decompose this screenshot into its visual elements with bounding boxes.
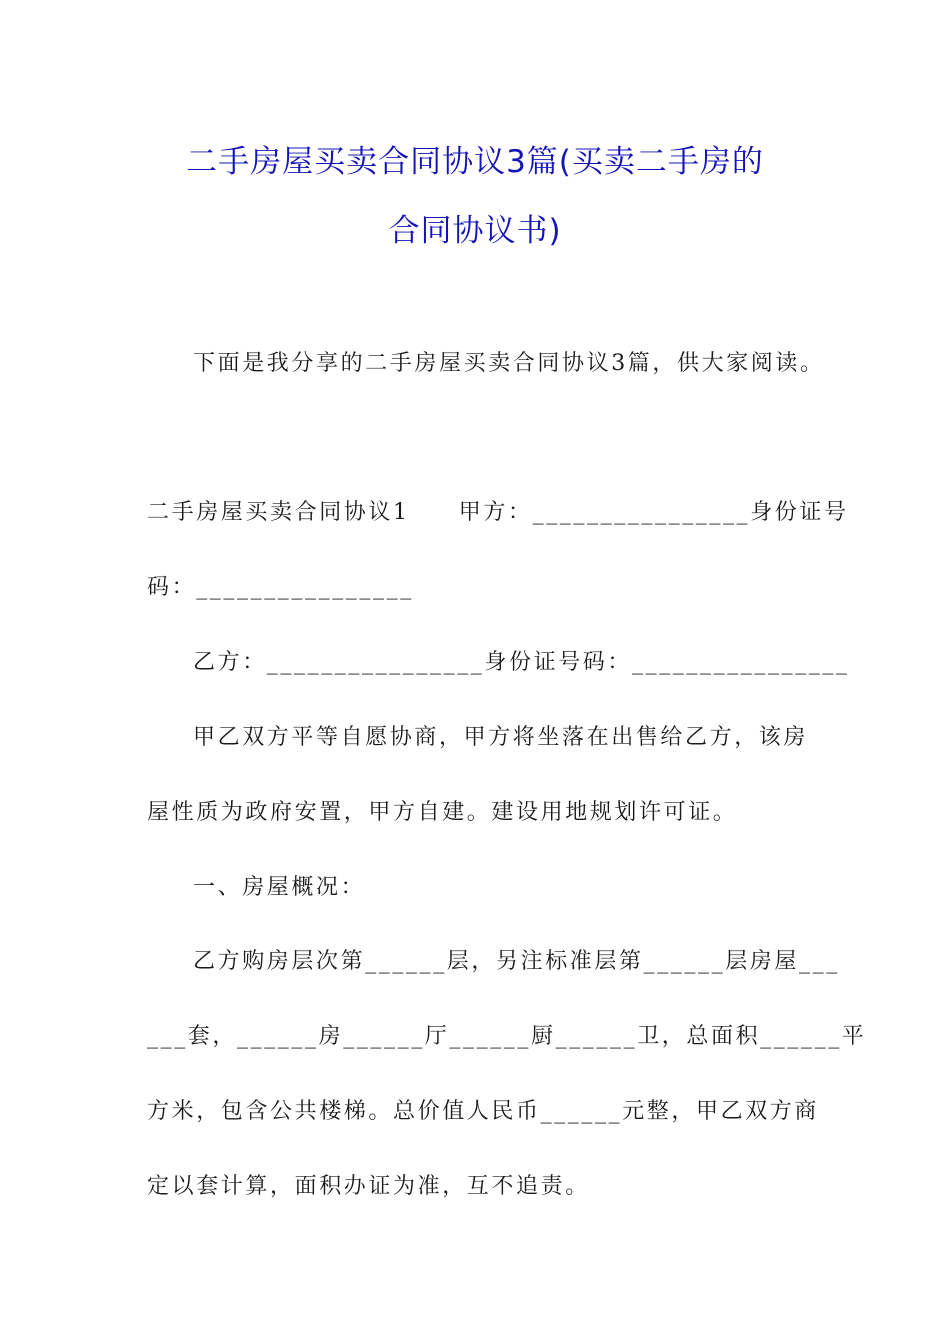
section-heading: 一、房屋概况： (193, 875, 366, 900)
document-title-line-1: 二手房屋买卖合同协议3篇(买卖二手房的 (186, 144, 764, 180)
paragraph-line: 定以套计算，面积办证为准，互不追责。 (147, 1174, 590, 1199)
paragraph-line: 方米，包含公共楼梯。总价值人民币______元整，甲乙双方商 (147, 1099, 820, 1124)
contract-heading-line: 二手房屋买卖合同协议1 甲方：________________身份证号 (147, 500, 849, 525)
paragraph-line: ___套，______房______厅______厨______卫，总面积______平 (147, 1024, 867, 1049)
intro-paragraph: 下面是我分享的二手房屋买卖合同协议3篇，供大家阅读。 (193, 351, 825, 376)
party-a-id-line: 码：________________ (147, 575, 414, 600)
paragraph-line: 屋性质为政府安置，甲方自建。建设用地规划许可证。 (147, 800, 738, 825)
paragraph-line: 甲乙双方平等自愿协商，甲方将坐落在出售给乙方，该房 (193, 725, 809, 750)
paragraph-line: 乙方购房层次第______层，另注标准层第______层房屋___ (193, 949, 840, 974)
document-title-line-2: 合同协议书) (388, 213, 562, 249)
party-b-line: 乙方：________________身份证号码：________________ (193, 650, 850, 675)
